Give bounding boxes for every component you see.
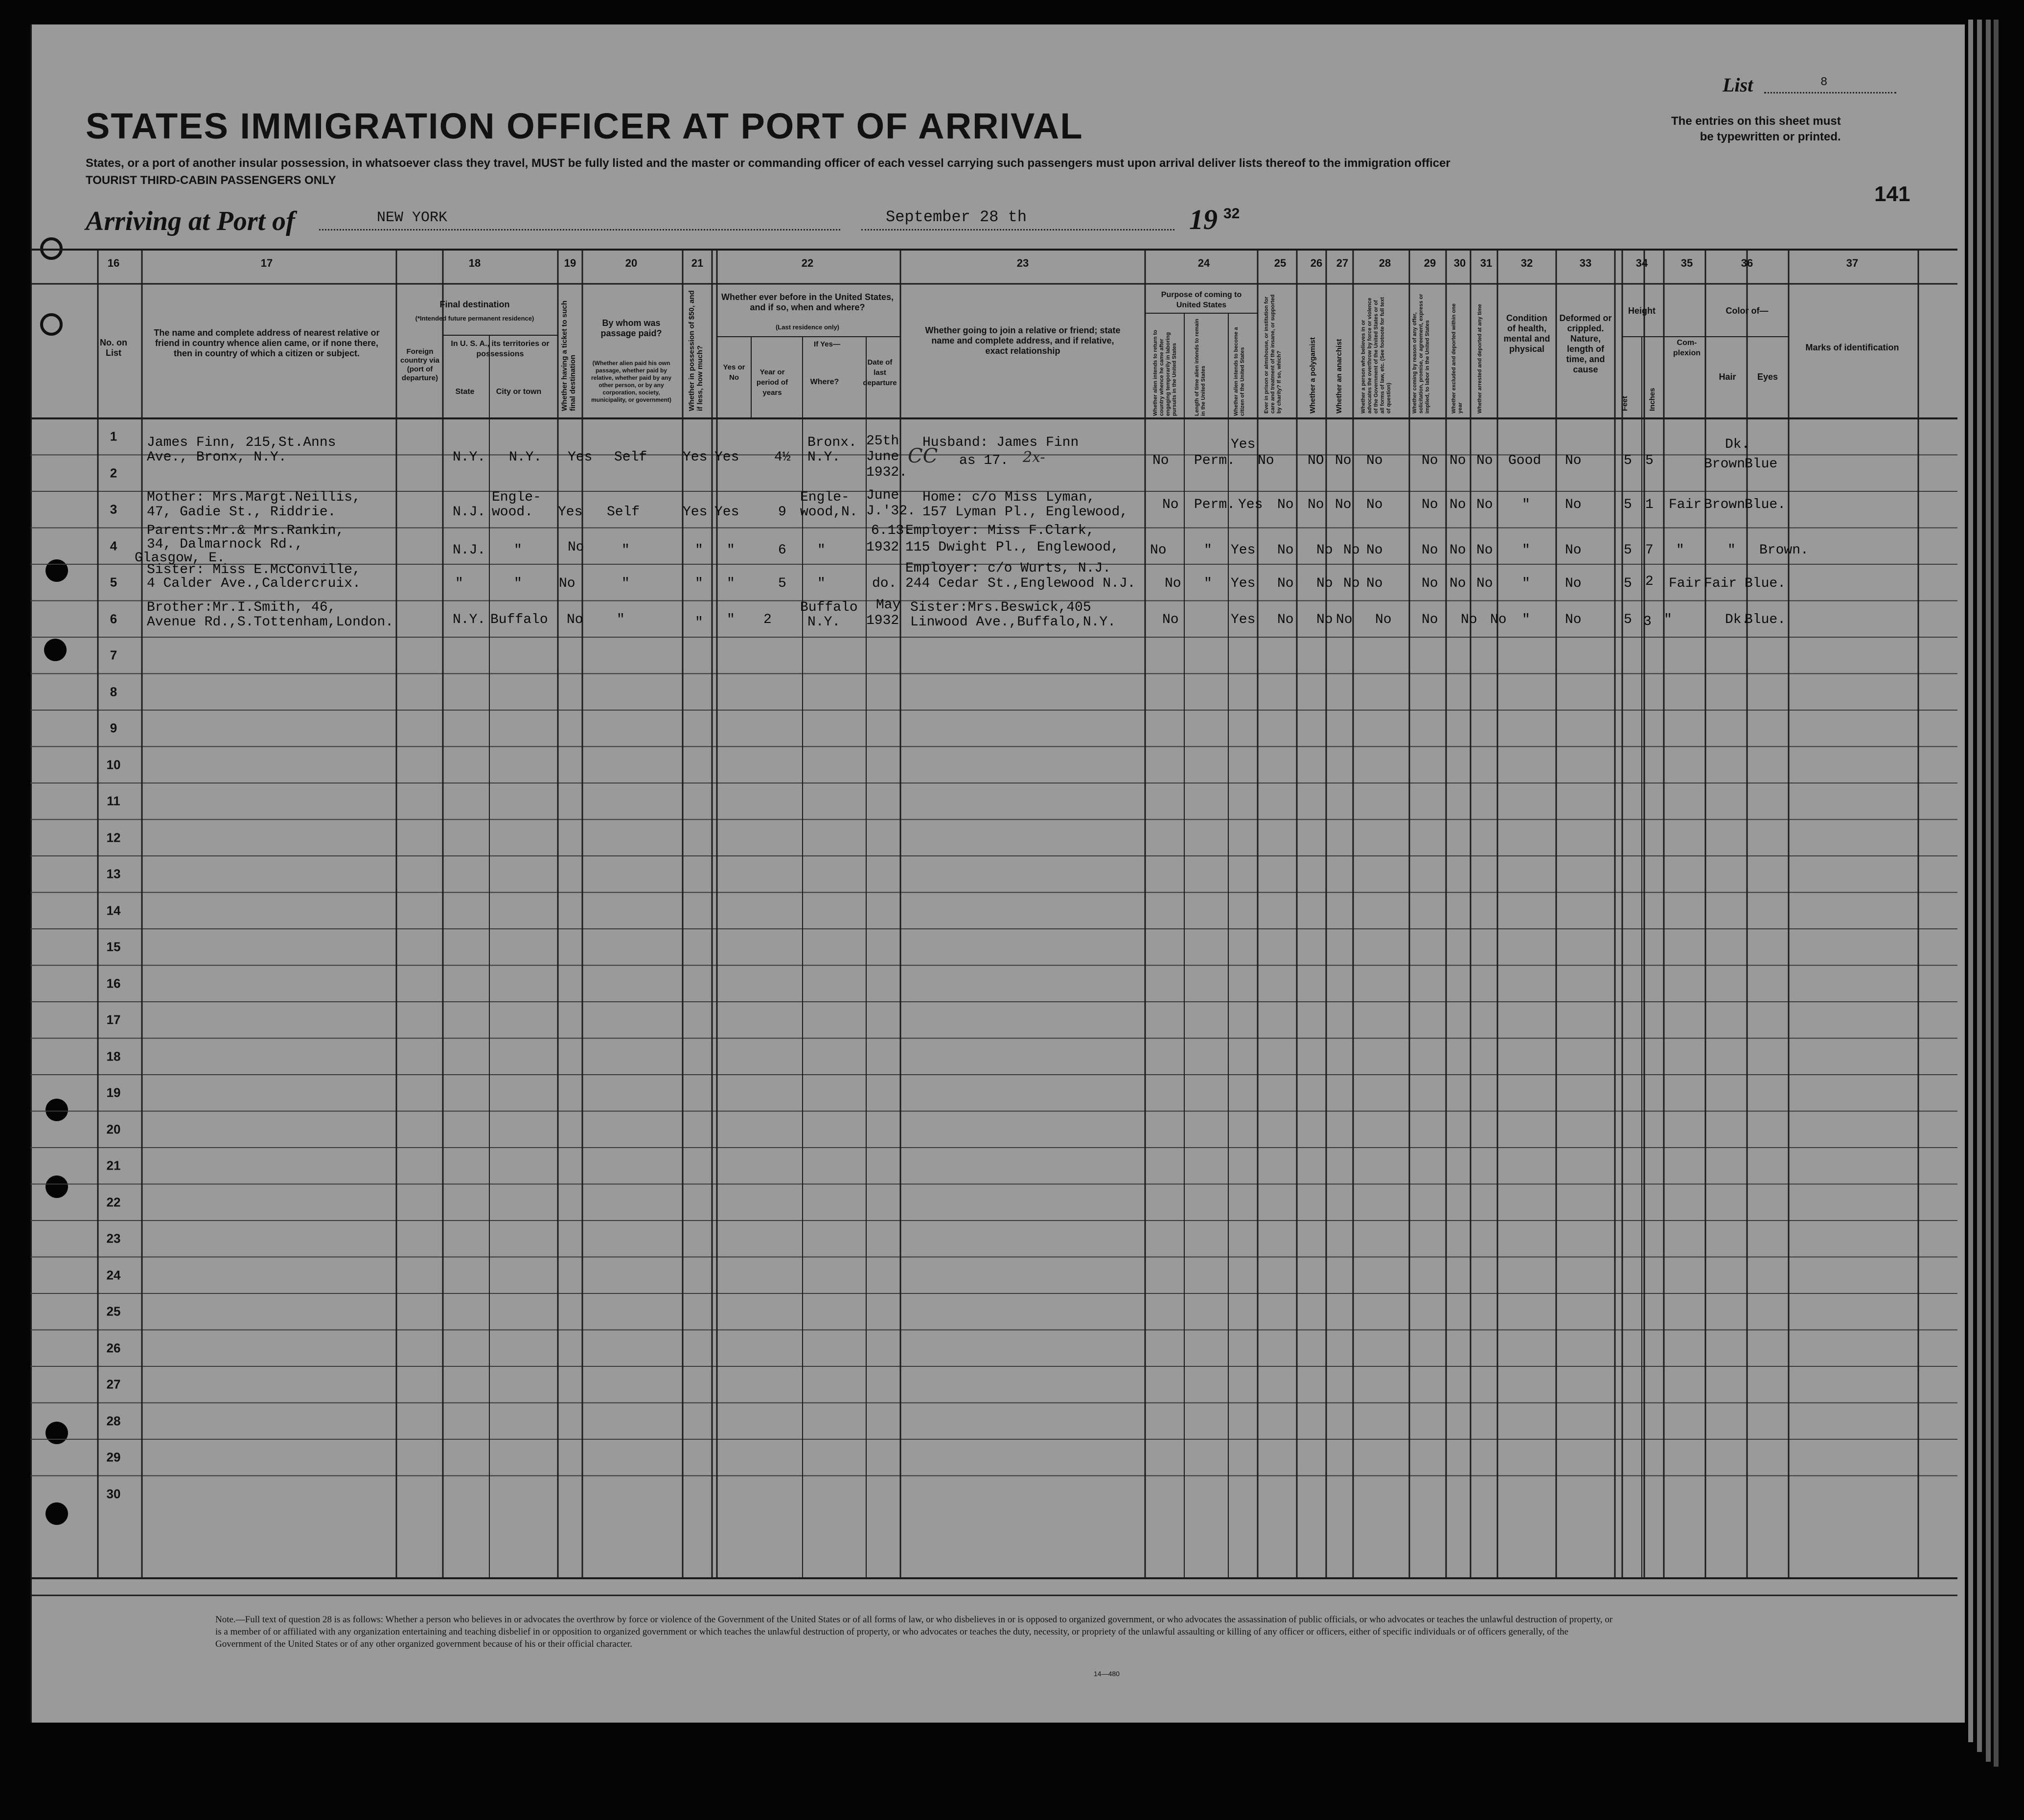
entry-5-c31: No bbox=[1490, 612, 1507, 627]
row-number: 23 bbox=[106, 1231, 121, 1246]
column-number-17: 17 bbox=[260, 257, 273, 269]
entry-5-return: No bbox=[1162, 612, 1179, 627]
entry-1-feet: 5 bbox=[1624, 453, 1632, 468]
entry-4-departure: do. bbox=[872, 576, 897, 591]
header-passage-paid: By whom was passage paid? bbox=[600, 318, 662, 338]
entry-1-handwritten-2: 2x- bbox=[1023, 449, 1045, 466]
header-state: State bbox=[455, 388, 475, 396]
row-number: 24 bbox=[106, 1267, 121, 1283]
entry-2-c28: No bbox=[1366, 497, 1383, 512]
entry-1-paid-by: Self bbox=[614, 450, 647, 465]
entry-4-complexion: Fair bbox=[1669, 576, 1702, 591]
entry-5-where-line1: Buffalo bbox=[800, 600, 858, 615]
entry-1-condition: Good bbox=[1508, 453, 1541, 468]
entry-4-paid-by: " bbox=[621, 576, 630, 591]
entry-3-years: 6 bbox=[778, 543, 786, 558]
entry-3-c25: No bbox=[1277, 543, 1294, 558]
entry-1-relative-line1: James Finn, 215,St.Anns bbox=[147, 435, 336, 450]
row-number: 19 bbox=[106, 1085, 121, 1100]
entry-5-inches: 3 bbox=[1643, 614, 1652, 629]
entry-2-state: N.J. bbox=[453, 505, 486, 520]
entry-4-years: 5 bbox=[778, 576, 786, 591]
entry-5-c26: No bbox=[1316, 612, 1333, 627]
row-number: 29 bbox=[106, 1450, 121, 1465]
row-number: 30 bbox=[106, 1486, 121, 1501]
entry-3-where: " bbox=[817, 543, 826, 558]
header-year-period: Year or period of years bbox=[756, 368, 788, 397]
column-number-36: 36 bbox=[1741, 257, 1753, 269]
entry-1-join-line1: Husband: James Finn bbox=[922, 435, 1079, 450]
entry-1-c28: No bbox=[1366, 453, 1383, 468]
entry-1-inches: 5 bbox=[1645, 453, 1654, 468]
entry-3-citizen: Yes bbox=[1231, 543, 1256, 558]
entry-2-inches: 1 bbox=[1645, 497, 1654, 512]
row-number: 10 bbox=[106, 757, 121, 772]
column-number-37: 37 bbox=[1846, 257, 1859, 269]
entry-5-c30: No bbox=[1461, 612, 1477, 627]
entry-4-inches: 2 bbox=[1645, 574, 1654, 589]
entry-1-where-line1: Bronx. bbox=[807, 435, 857, 450]
header-marks: Marks of identification bbox=[1805, 343, 1899, 352]
entry-5-hair: Dk. bbox=[1725, 612, 1750, 627]
row-number: 20 bbox=[106, 1122, 121, 1137]
entry-5-ticket: No bbox=[567, 612, 583, 627]
row-number: 12 bbox=[106, 830, 121, 845]
arrival-date: September 28 th bbox=[886, 208, 1027, 226]
list-value: 8 bbox=[1820, 76, 1828, 89]
entry-5-state: N.Y. bbox=[453, 612, 486, 627]
header-deported: Whether arrested and deported at any time bbox=[1477, 304, 1483, 414]
header-final-destination-note: (*Intended future permanent residence) bbox=[415, 315, 534, 322]
entry-1-return: No bbox=[1152, 453, 1169, 468]
entry-2-c30: No bbox=[1449, 497, 1466, 512]
entry-2-relative-line1: Mother: Mrs.Margt.Neillis, bbox=[147, 490, 361, 505]
entry-1-ever-before: Yes bbox=[714, 450, 739, 465]
entry-1-deformed: No bbox=[1565, 453, 1582, 468]
entry-4-join-line1: Employer: c/o Wurts, N.J. bbox=[905, 561, 1111, 576]
column-number-32: 32 bbox=[1520, 257, 1533, 269]
entry-1-state: N.Y. bbox=[453, 450, 486, 465]
header-purpose: Purpose of coming to United States bbox=[1161, 291, 1242, 309]
entry-1-c26: NO bbox=[1308, 453, 1324, 468]
entry-4-feet: 5 bbox=[1624, 576, 1632, 591]
entry-1-city: N.Y. bbox=[509, 450, 542, 465]
entry-4-deformed: No bbox=[1565, 576, 1582, 591]
instruction-line: States, or a port of another insular possession, in whatsoever class they travel, MUST be fully listed and the master or commanding officer of each vessel carrying such passengers must upon arrival deliver lists thereof to the immigration officer bbox=[86, 157, 1450, 170]
header-yes-or-no: Yes or No bbox=[723, 363, 745, 382]
entry-3-c29: No bbox=[1422, 543, 1438, 558]
column-number-21: 21 bbox=[691, 257, 704, 269]
entry-4-c28: No bbox=[1366, 576, 1383, 591]
arriving-label: Arriving at Port of bbox=[86, 206, 295, 236]
entry-3-c30: No bbox=[1449, 543, 1466, 558]
entry-2-c31: No bbox=[1476, 497, 1493, 512]
entry-5-c25: No bbox=[1277, 612, 1294, 627]
entry-3-c31: No bbox=[1476, 543, 1493, 558]
entry-5-join-line1: Sister:Mrs.Beswick,405 bbox=[910, 600, 1091, 615]
entry-3-relative-line2: 34, Dalmarnock Rd., bbox=[147, 537, 303, 552]
entry-1-citizen: Yes bbox=[1231, 437, 1256, 452]
entry-1-departure-line2: June bbox=[866, 449, 899, 464]
entry-2-where-line2: wood,N. bbox=[800, 505, 858, 520]
entry-2-city-line2: wood. bbox=[492, 505, 533, 520]
entry-1-possession: Yes bbox=[683, 450, 708, 465]
header-complexion: Com- plexion bbox=[1673, 339, 1701, 357]
entry-2-return: No bbox=[1162, 497, 1179, 512]
entry-1-eyes: Blue bbox=[1745, 457, 1778, 472]
entry-2-years: 9 bbox=[778, 505, 786, 520]
entry-1-years: 4½ bbox=[774, 450, 791, 465]
entry-2-departure-line1: June bbox=[866, 488, 899, 503]
entry-3-city: " bbox=[514, 543, 522, 558]
entry-1-where-line2: N.Y. bbox=[807, 450, 841, 465]
entry-1-length: Perm. bbox=[1194, 453, 1236, 468]
entry-3-join-line2: 115 Dwight Pl., Englewood, bbox=[905, 540, 1119, 555]
column-number-25: 25 bbox=[1274, 257, 1287, 269]
entry-5-feet: 5 bbox=[1624, 612, 1632, 627]
column-number-35: 35 bbox=[1680, 257, 1693, 269]
entry-2-city-line1: Engle- bbox=[492, 490, 541, 505]
entry-5-c28: No bbox=[1375, 612, 1392, 627]
header-inches: Inches bbox=[1648, 388, 1656, 411]
column-number-33: 33 bbox=[1579, 257, 1592, 269]
row-number: 27 bbox=[106, 1377, 121, 1392]
entry-4-return: No bbox=[1165, 576, 1181, 591]
column-number-30: 30 bbox=[1453, 257, 1466, 269]
header-deformed: Deformed or crippled. Nature, length of time, and cause bbox=[1559, 313, 1612, 374]
entry-4-length: " bbox=[1204, 576, 1212, 591]
column-number-18: 18 bbox=[468, 257, 481, 269]
header-prison: Ever in prison or almshouse, or institution for care and treatment of the insane, or supported by charity? If so, which? bbox=[1264, 294, 1282, 414]
row-number: 18 bbox=[106, 1049, 121, 1064]
entry-3-departure-line2: 1932 bbox=[866, 540, 899, 555]
entry-4-c25: No bbox=[1277, 576, 1294, 591]
entry-3-inches: 7 bbox=[1645, 543, 1654, 558]
entry-3-paid-by: " bbox=[621, 543, 630, 558]
entry-2-condition: " bbox=[1522, 497, 1530, 512]
header-color-of: Color of— bbox=[1725, 306, 1769, 316]
entry-4-hair: Fair bbox=[1704, 576, 1737, 591]
header-if-yes: If Yes— bbox=[814, 340, 840, 348]
row-number: 14 bbox=[106, 903, 121, 918]
header-ever-before: Whether ever before in the United States, and if so, when and where? bbox=[721, 292, 894, 312]
row-number: 25 bbox=[106, 1304, 121, 1319]
entry-3-feet: 5 bbox=[1624, 543, 1632, 558]
entry-2-c26: No bbox=[1308, 497, 1324, 512]
row-number: 9 bbox=[110, 720, 117, 736]
entry-5-departure-line2: 1932 bbox=[866, 613, 899, 628]
header-foreign-country: Foreign country via (port of departure) bbox=[400, 347, 440, 382]
entry-4-state: " bbox=[455, 576, 463, 591]
entry-1-handwritten: CC bbox=[908, 445, 938, 467]
entry-2-c29: No bbox=[1422, 497, 1438, 512]
header-final-destination: Final destination bbox=[439, 299, 510, 309]
header-purpose-citizen: Whether alien intends to become a citizen of the United States bbox=[1233, 327, 1245, 416]
row-number: 17 bbox=[106, 1012, 121, 1027]
column-number-22: 22 bbox=[801, 257, 814, 269]
form-number: 14—480 bbox=[1094, 1670, 1120, 1678]
entry-1-c27: No bbox=[1335, 453, 1352, 468]
column-number-19: 19 bbox=[564, 257, 576, 269]
entry-3-condition: " bbox=[1522, 543, 1530, 558]
entry-1-c29: No bbox=[1422, 453, 1438, 468]
entry-5-possession: " bbox=[695, 615, 703, 630]
header-no-on-list: No. on List bbox=[100, 338, 127, 358]
row-number: 15 bbox=[106, 939, 121, 954]
entry-1-c25: No bbox=[1258, 453, 1274, 468]
entry-4-ticket: No bbox=[559, 576, 575, 591]
row-number: 11 bbox=[107, 793, 120, 808]
entry-5-join-line2: Linwood Ave.,Buffalo,N.Y. bbox=[910, 615, 1116, 630]
row-number: 3 bbox=[110, 502, 117, 517]
header-condition: Condition of health, mental and physical bbox=[1503, 313, 1550, 354]
entry-4-citizen: Yes bbox=[1231, 576, 1256, 591]
entry-1-departure-line3: 1932. bbox=[866, 465, 908, 480]
entry-5-condition: " bbox=[1522, 612, 1530, 627]
entry-2-join-line1: Home: c/o Miss Lyman, bbox=[922, 490, 1095, 505]
column-number-34: 34 bbox=[1635, 257, 1648, 269]
entry-2-deformed: No bbox=[1565, 497, 1582, 512]
row-number: 16 bbox=[106, 976, 121, 991]
entry-5-relative-line2: Avenue Rd.,S.Tottenham,London. bbox=[147, 615, 394, 630]
entry-1-relative-line2: Ave., Bronx, N.Y. bbox=[147, 450, 287, 465]
entry-4-city: " bbox=[514, 576, 522, 591]
entry-3-ticket: No bbox=[568, 540, 584, 555]
entries-note-line2: be typewritten or printed. bbox=[1700, 130, 1841, 143]
entry-3-complexion: " bbox=[1676, 543, 1684, 558]
header-excluded: Whether excluded and deported within one year bbox=[1451, 303, 1463, 414]
column-number-27: 27 bbox=[1336, 257, 1349, 269]
entry-5-city: Buffalo bbox=[490, 612, 548, 627]
entries-note-line1: The entries on this sheet must bbox=[1671, 115, 1841, 128]
entry-5-deformed: No bbox=[1565, 612, 1582, 627]
entry-2-departure-line2: J.'32. bbox=[866, 504, 916, 519]
header-purpose-length: Length of time alien intends to remain in the United States bbox=[1194, 319, 1206, 416]
header-purpose-return: Whether alien intends to return to country whence he came after engaging temporarily in laboring pursuits in the United States bbox=[1152, 329, 1177, 416]
row-number: 28 bbox=[106, 1413, 121, 1428]
entry-3-hair: " bbox=[1727, 543, 1736, 558]
entry-2-length: Perm. bbox=[1194, 497, 1236, 512]
entry-4-relative-line1: Sister: Miss E.McConville, bbox=[147, 562, 361, 577]
entry-5-where-line2: N.Y. bbox=[807, 615, 841, 630]
entry-5-ever-before: " bbox=[727, 612, 735, 627]
entry-3-relative-line1: Parents:Mr.& Mrs.Rankin, bbox=[147, 523, 345, 538]
entry-4-possession: " bbox=[695, 576, 703, 591]
entry-4-c26: No bbox=[1316, 576, 1333, 591]
header-polygamist: Whether a polygamist bbox=[1309, 337, 1317, 414]
entry-2-complexion: Fair bbox=[1669, 497, 1702, 512]
entry-4-ever-before: " bbox=[727, 576, 735, 591]
entry-4-eyes: Blue. bbox=[1745, 576, 1786, 591]
row-number: 22 bbox=[106, 1195, 121, 1210]
entry-3-c27: No bbox=[1343, 543, 1360, 558]
column-number-23: 23 bbox=[1016, 257, 1029, 269]
header-date-last-departure: Date of last departure bbox=[863, 358, 897, 387]
entry-3-c28: No bbox=[1366, 543, 1383, 558]
entry-3-departure-line1: 6.13. bbox=[871, 523, 913, 538]
row-number: 1 bbox=[110, 429, 117, 444]
entry-4-condition: " bbox=[1522, 576, 1530, 591]
list-label: List bbox=[1723, 74, 1753, 96]
header-city: City or town bbox=[496, 388, 542, 396]
header-anarchist: Whether an anarchist bbox=[1335, 339, 1343, 414]
header-feet: Feet bbox=[1621, 396, 1629, 411]
entry-1-hair-line2: Brown bbox=[1704, 457, 1746, 472]
header-ever-before-note: (Last residence only) bbox=[775, 323, 840, 331]
entry-1-join-line2: as 17. bbox=[959, 453, 1009, 468]
row-number: 4 bbox=[110, 538, 117, 553]
header-join-relative: Whether going to join a relative or friend; state name and complete address, and if relative, exact relationship bbox=[925, 325, 1121, 356]
entry-4-c31: No bbox=[1476, 576, 1493, 591]
row-number: 13 bbox=[106, 866, 121, 881]
column-number-28: 28 bbox=[1379, 257, 1391, 269]
header-possession: Whether in possession of $50, and if less, how much? bbox=[688, 290, 704, 411]
entry-1-ticket: Yes bbox=[568, 450, 593, 465]
entry-5-years: 2 bbox=[763, 612, 772, 627]
header-eyes: Eyes bbox=[1757, 372, 1778, 382]
entry-1-c30: No bbox=[1449, 453, 1466, 468]
entry-2-feet: 5 bbox=[1624, 497, 1632, 512]
entry-5-paid-by: " bbox=[617, 612, 625, 627]
entry-2-eyes: Blue. bbox=[1745, 497, 1786, 512]
row-number: 2 bbox=[110, 465, 117, 481]
entry-4-relative-line2: 4 Calder Ave.,Caldercruix. bbox=[147, 576, 361, 591]
entry-4-join-line2: 244 Cedar St.,Englewood N.J. bbox=[905, 576, 1136, 591]
entry-3-join-line1: Employer: Miss F.Clark, bbox=[905, 523, 1095, 538]
entry-4-c29: No bbox=[1422, 576, 1438, 591]
entry-4-c30: No bbox=[1449, 576, 1466, 591]
entry-2-relative-line2: 47, Gadie St., Riddrie. bbox=[147, 505, 336, 520]
header-ticket: Whether having a ticket to such final destination bbox=[560, 300, 577, 411]
header-hair: Hair bbox=[1719, 372, 1736, 382]
row-number: 6 bbox=[110, 611, 117, 626]
entry-3-possession: " bbox=[695, 543, 703, 558]
entry-3-state: N.J. bbox=[453, 543, 486, 558]
header-where: Where? bbox=[810, 378, 839, 386]
header-in-usa: In U. S. A., its territories or possessions bbox=[451, 340, 550, 358]
instruction-line-2: TOURIST THIRD-CABIN PASSENGERS ONLY bbox=[86, 174, 336, 187]
entry-3-c26: No bbox=[1316, 543, 1333, 558]
header-offer-labor: Whether coming by reason of any offer, solicitation, promise, or agreement, express or implied, to labor in the United States bbox=[1412, 294, 1430, 414]
entry-5-complexion: " bbox=[1664, 612, 1672, 627]
row-number: 26 bbox=[106, 1340, 121, 1356]
row-number: 7 bbox=[110, 647, 117, 663]
column-number-31: 31 bbox=[1480, 257, 1493, 269]
document-title: STATES IMMIGRATION OFFICER AT PORT OF ARRIVAL bbox=[86, 106, 1083, 146]
row-number: 5 bbox=[110, 575, 117, 590]
entry-2-c25: No bbox=[1277, 497, 1294, 512]
entry-2-ticket: Yes bbox=[558, 505, 583, 520]
entry-3-relative-line3: Glasgow, E. bbox=[135, 551, 225, 566]
entry-2-paid-by: Self bbox=[607, 505, 640, 520]
entry-2-where-line1: Engle- bbox=[800, 490, 850, 505]
entry-1-departure-line1: 25th bbox=[866, 434, 899, 449]
entry-5-relative-line1: Brother:Mr.I.Smith, 46, bbox=[147, 600, 336, 615]
year-suffix: 32 bbox=[1223, 206, 1240, 222]
entry-3-deformed: No bbox=[1565, 543, 1582, 558]
header-height: Height bbox=[1628, 306, 1656, 316]
column-number-29: 29 bbox=[1424, 257, 1436, 269]
entry-2-possession: Yes bbox=[683, 505, 708, 520]
row-number: 8 bbox=[110, 684, 117, 699]
page-number: 141 bbox=[1874, 182, 1910, 206]
entry-2-c27: No bbox=[1335, 497, 1352, 512]
port-value: NEW YORK bbox=[377, 209, 448, 226]
column-number-24: 24 bbox=[1197, 257, 1210, 269]
entry-5-eyes: Blue. bbox=[1745, 612, 1786, 627]
entry-5-citizen: Yes bbox=[1231, 612, 1256, 627]
entry-2-citizen: Yes bbox=[1238, 497, 1263, 512]
row-number: 21 bbox=[106, 1158, 121, 1173]
column-number-16: 16 bbox=[107, 257, 120, 269]
entry-3-length: " bbox=[1204, 543, 1212, 558]
header-nearest-relative: The name and complete address of nearest relative or friend in country whence alien came, or if none there, then in country of which a citizen or subject. bbox=[154, 328, 380, 358]
entry-2-hair: Brown bbox=[1704, 497, 1746, 512]
entry-5-c27: No bbox=[1336, 612, 1353, 627]
column-number-20: 20 bbox=[625, 257, 638, 269]
entry-1-hair-line1: Dk. bbox=[1725, 437, 1750, 452]
entry-2-join-line2: 157 Lyman Pl., Englewood, bbox=[922, 505, 1128, 520]
entry-5-departure-line1: May bbox=[876, 598, 901, 613]
header-passage-paid-note: (Whether alien paid his own passage, whether paid by relative, whether paid by any other person, or by any corporation, society, municipality, or government) bbox=[591, 360, 672, 403]
entry-3-eyes: Brown. bbox=[1759, 543, 1809, 558]
entry-5-c29: No bbox=[1422, 612, 1438, 627]
column-number-26: 26 bbox=[1310, 257, 1323, 269]
year-prefix: 19 bbox=[1189, 204, 1218, 235]
entry-3-ever-before: " bbox=[727, 543, 735, 558]
entry-2-ever-before: Yes bbox=[714, 505, 739, 520]
footnote: Note.—Full text of question 28 is as follows: Whether a person who believes in or advocates the overthrow by force or violence of the Government of the United States or of all forms of law, or who disbelieves in or is opposed to organized government, or who advocates the assassination of public officials, or who advocates or teaches the unlawful destruction of property, or is a member of or affiliated with any organization entertaining and teaching disbelief in or opposition to organized government or which teaches the unlawful destruction of property, or who advocates or teaches the duty, necessity, or propriety of the unlawful assaulting or killing of any officer or officers, either of specific individuals or of officers generally, of the Government of the United States or of any other organized government because of his or their official character. bbox=[215, 1614, 1613, 1649]
entry-4-c27: No bbox=[1343, 576, 1360, 591]
entry-1-c31: No bbox=[1476, 453, 1493, 468]
entry-3-return: No bbox=[1150, 543, 1167, 558]
header-overthrow: Whether a person who believes in or advocates the overthrow by force or violence of the Government of the United States or of all forms of law, etc. (See footnote for full text of question) bbox=[1360, 297, 1392, 414]
entry-4-where: " bbox=[817, 576, 826, 591]
